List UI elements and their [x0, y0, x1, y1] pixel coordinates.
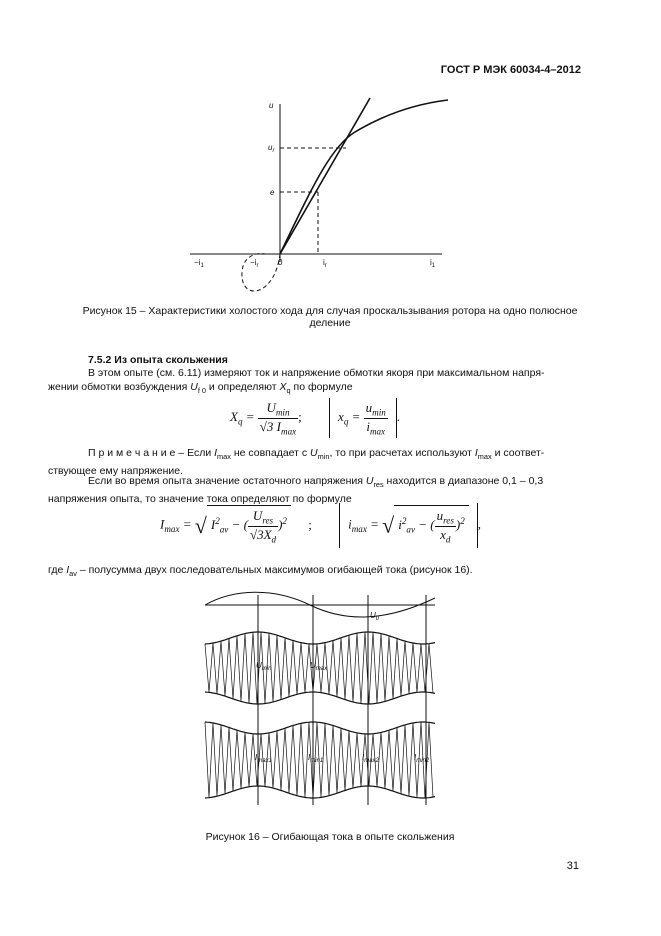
paragraph-1	[48, 366, 588, 398]
equation-2: $I_{max}$ = √ $I^2_{av}$ − ( $\frac{U_{res}}{√3X_d}$ )$^2$ ; $i_{max}$ = √ $i^2_{av}$ − ( $\frac{u_{res}}{x_d}$ )$^2$ ,	[160, 503, 481, 548]
envelope-line	[205, 632, 435, 644]
label-u0: $U_0$	[370, 611, 380, 622]
dashed-loop	[242, 254, 280, 291]
envelope-line	[205, 722, 435, 734]
figure-16	[200, 590, 440, 810]
label-umin: $U_{min}$	[256, 661, 272, 672]
label-i1: $i_1$	[430, 258, 436, 269]
eq1-fraction: $\frac{U_{min}}{√3 I_{max}}$	[259, 400, 297, 437]
eq2-root: $I^2_{av}$ − ( $\frac{U_{res}}{√3X_d}$ )$^2$	[207, 505, 291, 546]
p1-line1: В этом опыте (см. 6.11) измеряют ток и напряжение обмотки якоря при максимальном напря-	[88, 367, 545, 379]
label-minus-ir: $-i_r$	[250, 258, 259, 269]
label-umax: $U_{max}$	[310, 661, 328, 672]
p2-line2: напряжения опыта, то значение тока определяют по формуле	[48, 493, 352, 506]
document-header: ГОСТ Р МЭК 60034-4–2012	[440, 64, 581, 76]
curve-saturation	[280, 100, 448, 254]
curve-straight	[280, 98, 370, 254]
figure-16-caption: Рисунок 16 – Огибающая тока в опыте скольжения	[205, 831, 455, 843]
figure-15-caption	[30, 305, 630, 329]
caption-line-1: Рисунок 15 – Характеристики холостого хода для случая проскальзывания ротора на одно полюсное	[82, 305, 578, 317]
label-ir: $i_r$	[323, 258, 327, 269]
label-minus-i1: $-i_1$	[194, 258, 204, 269]
figure-15	[180, 92, 450, 302]
note-line1: П р и м е ч а н и е – Если $I_{max}$ не совпадает с $U_{min}$, то при расчетах используют $I_{max}$ и соответ-	[88, 447, 545, 462]
label-imin2: $I_{min2}$	[414, 753, 430, 764]
page-number: 31	[566, 860, 579, 872]
label-ur: $u_r$	[268, 143, 275, 154]
label-u: u	[269, 101, 274, 110]
where-line: где $I_{av}$ – полусумма двух последовательных максимумов огибающей тока (рисунок 16).	[48, 564, 473, 579]
label-imax1: $I_{max1}$	[255, 753, 272, 764]
p1-line2: жении обмотки возбуждения $U_{f 0}$ и определяют $X_q$ по формуле	[48, 381, 353, 396]
paragraph-2	[48, 474, 593, 506]
caption-line-2: деление	[309, 317, 351, 329]
label-e: e	[270, 188, 275, 197]
equation-1: $X_q$ = $\frac{U_{min}}{√3 I_{max}}$ ; $x_q$ = $\frac{u_{min}}{i_{max}}$ .	[230, 400, 401, 437]
p2-line1: Если во время опыта значение остаточного напряжения $U_{res}$ находится в диапазоне 0,1 – 0,3	[88, 475, 544, 490]
figure-15-axes	[190, 104, 442, 291]
eq1-bracket: $x_q$ = $\frac{u_{min}}{i_{max}}$	[329, 398, 397, 438]
label-zero: 0	[278, 258, 283, 267]
eq2-bracket: $i_{max}$ = √ $i^2_{av}$ − ( $\frac{u_{res}}{x_d}$ )$^2$	[339, 503, 478, 548]
label-imin1: $I_{min1}$	[308, 753, 324, 764]
note-line2: ствующее ему напряжение.	[48, 465, 184, 478]
section-heading: 7.5.2 Из опыта скольжения	[88, 354, 228, 366]
label-imax2: $I_{max2}$	[362, 753, 379, 764]
